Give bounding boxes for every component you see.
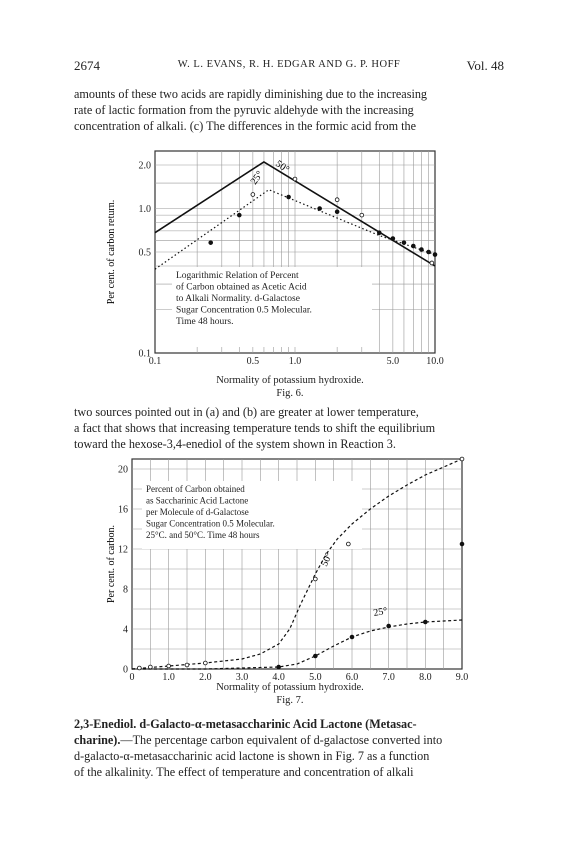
data-point — [277, 665, 281, 669]
text-line: of the alkalinity. The effect of temperature and concentration of alkali — [74, 765, 414, 779]
figure-7-chart — [100, 455, 480, 685]
y-tick-label: 20 — [118, 464, 128, 476]
x-tick-label: 1.0 — [162, 672, 175, 683]
text-line: a fact that shows that increasing temperature tends to shift the equilibrium — [74, 421, 436, 435]
y-tick-label: 0.1 — [138, 348, 151, 360]
section-heading-end: charine). — [74, 733, 121, 747]
figure-7-annotation — [142, 481, 362, 549]
section-heading: 2,3-Enediol. — [74, 717, 137, 731]
y-tick-label: 2.0 — [138, 160, 151, 172]
figure-6-x-axis-label: Normality of potassium hydroxide. — [216, 375, 364, 386]
y-tick-label: 16 — [118, 504, 128, 516]
figure-6-y-axis-label: Per cent. of carbon return. — [106, 199, 117, 305]
x-tick-label: 6.0 — [345, 672, 359, 683]
text-line — [74, 716, 506, 732]
annotation-line: Percent of Carbon obtained — [146, 484, 245, 494]
running-authors: W. L. EVANS, R. H. EDGAR AND G. P. HOFF — [177, 59, 401, 70]
paragraph-1 — [74, 86, 506, 134]
data-point — [423, 620, 427, 624]
figure-7-x-axis-label: Normality of potassium hydroxide. — [216, 682, 364, 693]
x-tick-label: 5.0 — [309, 672, 322, 683]
data-point — [203, 661, 207, 665]
data-point — [148, 665, 152, 669]
section-heading-rest: d-Galacto-α-metasaccharinic Acid Lactone (Metasac- — [136, 717, 417, 731]
figure-6-chart — [100, 145, 480, 385]
data-point — [377, 231, 381, 235]
page-number: 2674 — [74, 58, 100, 73]
text-line: concentration of alkali. (c) The differences in the formic acid from the — [74, 119, 417, 133]
figure-6-series-label-25: 25° — [248, 169, 266, 187]
x-tick-label: 1.0 — [288, 356, 302, 367]
figure-7-caption: Fig. 7. — [276, 695, 304, 706]
figure-6-points — [209, 177, 437, 265]
data-point — [411, 244, 415, 248]
data-point — [350, 635, 354, 639]
data-point — [167, 664, 171, 668]
x-tick-label: 10.0 — [426, 356, 444, 367]
data-point — [387, 624, 391, 628]
data-point — [430, 261, 434, 265]
data-point — [402, 241, 406, 245]
text-line: toward the hexose-3,4-enediol of the system shown in Reaction 3. — [74, 437, 396, 451]
x-tick-label: 9.0 — [455, 672, 469, 683]
text-line — [74, 732, 506, 748]
x-tick-label: 3.0 — [235, 672, 249, 683]
y-tick-label: 0 — [123, 664, 128, 676]
x-tick-label: 5.0 — [386, 356, 400, 367]
y-tick-label: 4 — [123, 624, 128, 636]
figure-7-series-label-50: 50° — [319, 550, 335, 569]
text-line: amounts of these two acids are rapidly diminishing due to the increasing — [74, 87, 428, 101]
text-line: rate of lactic formation from the pyruvic aldehyde with the increasing — [74, 103, 414, 117]
y-tick-label: 1.0 — [138, 204, 151, 216]
data-point — [293, 177, 297, 181]
annotation-line: Sugar Concentration 0.5 Molecular. — [176, 305, 312, 316]
annotation-line: as Saccharinic Acid Lactone — [146, 495, 249, 506]
data-point — [251, 193, 255, 197]
data-point — [237, 213, 241, 217]
annotation-line: of Carbon obtained as Acetic Acid — [176, 282, 307, 293]
figure-6-annotation — [172, 267, 372, 347]
data-point — [209, 241, 213, 245]
y-tick-label: 12 — [118, 544, 128, 556]
data-point — [335, 198, 339, 202]
figure-6-series-label-50: 50° — [273, 158, 292, 176]
data-point — [460, 542, 464, 546]
text-span: —The percentage carbon equivalent of d-galactose converted into — [120, 733, 443, 747]
y-tick-label: 8 — [123, 584, 128, 596]
data-point — [185, 663, 189, 667]
annotation-line: per Molecule of d-Galactose — [146, 507, 249, 517]
x-tick-label: 4.0 — [272, 672, 285, 683]
figure-6-caption: Fig. 6. — [276, 388, 304, 399]
annotation-line: Logarithmic Relation of Percent — [176, 271, 299, 281]
x-tick-label: 8.0 — [419, 672, 432, 683]
annotation-line: Sugar Concentration 0.5 Molecular. — [146, 518, 275, 529]
text-line: two sources pointed out in (a) and (b) are greater at lower temperature, — [74, 405, 419, 419]
data-point — [346, 542, 350, 546]
data-point — [313, 577, 317, 581]
data-point — [420, 248, 424, 252]
data-point — [335, 210, 339, 214]
paragraph-2 — [74, 404, 506, 452]
data-point — [391, 237, 395, 241]
data-point — [318, 207, 322, 211]
volume-label: Vol. 48 — [466, 58, 504, 73]
data-point — [433, 253, 437, 257]
data-point — [287, 195, 291, 199]
annotation-line: 25°C. and 50°C. Time 48 hours — [146, 530, 260, 540]
data-point — [313, 654, 317, 658]
figure-7-y-axis-label: Per cent. of carbon. — [106, 524, 117, 604]
data-point — [460, 457, 464, 461]
x-tick-label: 0.1 — [148, 356, 162, 367]
x-tick-label: 2.0 — [199, 672, 212, 683]
figure-7-series-label-25: 25° — [372, 605, 389, 619]
x-tick-label: 7.0 — [382, 672, 395, 683]
y-tick-label: 0.5 — [138, 247, 151, 259]
x-tick-label: 0 — [129, 672, 135, 683]
data-point — [137, 666, 141, 670]
annotation-line: Time 48 hours. — [176, 317, 234, 327]
data-point — [427, 250, 431, 254]
annotation-line: to Alkali Normality. d-Galactose — [176, 294, 300, 304]
data-point — [360, 213, 364, 217]
paragraph-3 — [74, 716, 506, 780]
text-line: d-galacto-α-metasaccharinic acid lactone is shown in Fig. 7 as a function — [74, 749, 430, 763]
x-tick-label: 0.5 — [246, 356, 260, 367]
